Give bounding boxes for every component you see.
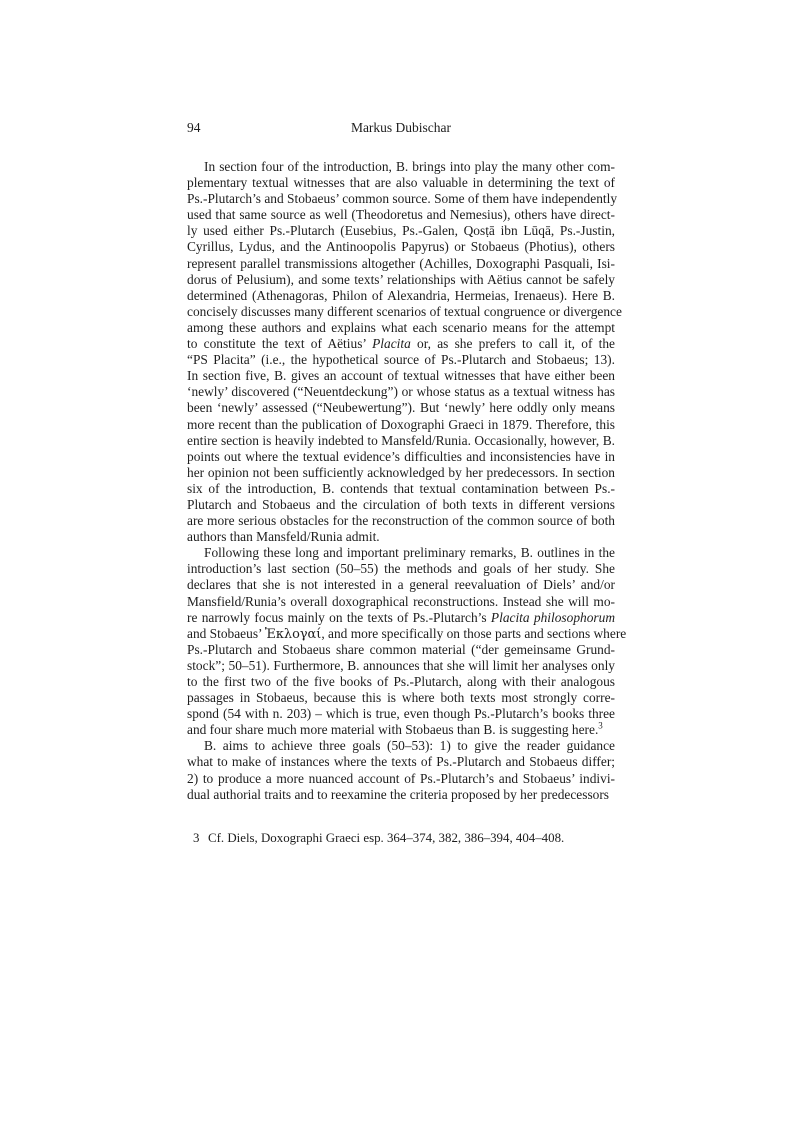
text-line: determined (Athenagoras, Philon of Alexandria, Hermeias, Irenaeus). Here B. (187, 287, 615, 303)
text-line: six of the introduction, B. contends that textual contamination between Ps.- (187, 480, 615, 496)
text-line: represent parallel transmissions altogether (Achilles, Doxographi Pasquali, Isi- (187, 255, 615, 271)
text-line: In section four of the introduction, B. brings into play the many other com- (204, 159, 615, 174)
text-line: plementary textual witnesses that are also valuable in determining the text of (187, 175, 615, 191)
running-header: Markus Dubischar (350, 120, 452, 135)
text-line: entire section is heavily indebted to Mansfeld/Runia. Occasionally, however, B. (187, 432, 615, 448)
text-line: authors than Mansfeld/Runia admit. (187, 529, 380, 545)
text-line: ‘newly’ discovered (“Neuentdeckung”) or whose status as a textual witness has (187, 384, 615, 400)
text-line: In section five, B. gives an account of textual witnesses that have either been (187, 368, 615, 384)
text-line: “PS Placita” (i.e., the hypothetical source of Ps.-Plutarch and Stobaeus; 13). (187, 352, 615, 368)
footnote (187, 831, 615, 847)
text-line: introduction’s last section (50–55) the methods and goals of her study. She (187, 561, 615, 577)
text-line: Mansfield/Runia’s overall doxographical reconstructions. Instead she will mo- (187, 593, 615, 609)
text-line: to the first two of the five books of Ps.-Plutarch, along with their analogous (187, 674, 615, 689)
footnote-marker: 3 (193, 831, 200, 845)
footnote-text: Cf. Diels, Doxographi Graeci esp. 364–374, 382, 386–394, 404–408. (208, 831, 565, 845)
text-line: spond (54 with n. 203) – which is true, even though Ps.-Plutarch’s books three (187, 706, 615, 722)
text-line: ly used either Ps.-Plutarch (Eusebius, Ps.-Galen, Qosṭā ibn Lūqā, Ps.-Justin, (187, 223, 615, 239)
text-line: dorus of Pelusium), and some texts’ relationships with Aëtius cannot be safely (187, 271, 615, 287)
page-number: 94 (187, 120, 201, 135)
text-line: passages in Stobaeus, because this is where both texts most strongly corre- (187, 690, 615, 706)
text-line: more recent than the publication of Doxographi Graeci in 1879. Therefore, this (187, 416, 615, 432)
text-line: and Stobaeus’ Ἐκλογαί, and more specifically on those parts and sections where (187, 625, 627, 642)
text-line: used that same source as well (Theodoretus and Nemesius), others have direct- (187, 207, 615, 223)
text-line: Plutarch and Stobaeus and the circulation of both texts in different versions (187, 496, 615, 512)
text-line: dual authorial traits and to reexamine the criteria proposed by her predecessors (187, 786, 610, 802)
text-line: and four share much more material with Stobaeus than B. is suggesting here.$^3$ (187, 720, 603, 738)
text-line: stock”; 50–51). Furthermore, B. announces that she will limit her analyses only (187, 657, 615, 673)
text-line: concisely discusses many different scenarios of textual congruence or divergence (187, 303, 622, 319)
text-line: her opinion not been sufficiently acknowledged by her predecessors. In section (187, 464, 615, 480)
text-line: points out where the textual evidence’s difficulties and inconsistencies have in (187, 448, 615, 464)
text-line: 2) to produce a more nuanced account of Ps.-Plutarch’s and Stobaeus’ indivi- (187, 770, 615, 786)
text-line: Following these long and important preliminary remarks, B. outlines in the (204, 545, 615, 561)
body-text (187, 159, 627, 803)
text-line: declares that she is not interested in a general reevaluation of Diels’ and/or (187, 577, 615, 593)
text-line: Cyrillus, Lydus, and the Antinoopolis Papyrus) or Stobaeus (Photius), others (187, 239, 615, 255)
page-header (187, 120, 615, 136)
text-line: to constitute the text of Aëtius’ Placita or, as she prefers to call it, of the (187, 336, 615, 352)
text-line: re narrowly focus mainly on the texts of Ps.-Plutarch’s Placita philosophorum (187, 609, 615, 625)
text-line: been ‘newly’ assessed (“Neubewertung”). But ‘newly’ here oddly only means (187, 400, 615, 416)
text-line: what to make of instances where the texts of Ps.-Plutarch and Stobaeus differ; (187, 754, 615, 770)
text-line: among these authors and explains what each scenario means for the attempt (187, 319, 615, 335)
text-line: are more serious obstacles for the reconstruction of the common source of both (187, 513, 615, 529)
text-line: Ps.-Plutarch and Stobaeus share common material (“der gemeinsame Grund- (187, 641, 615, 657)
text-line: B. aims to achieve three goals (50–53): 1) to give the reader guidance (204, 738, 615, 754)
text-line: Ps.-Plutarch’s and Stobaeus’ common source. Some of them have independently (187, 191, 618, 207)
